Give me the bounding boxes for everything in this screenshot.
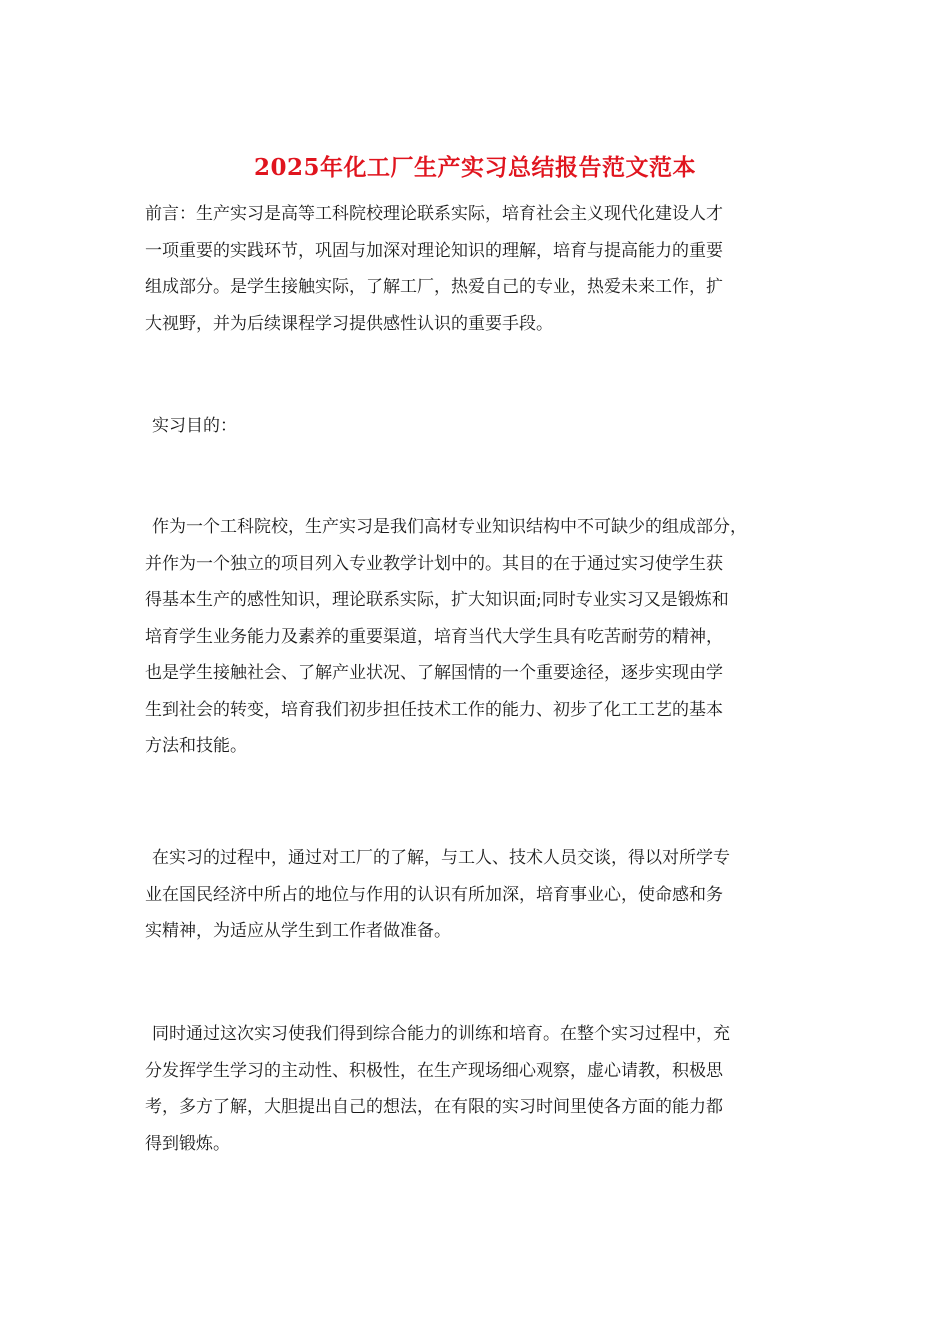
paragraph-line: 也是学生接触社会、了解产业状况、了解国情的一个重要途径，逐步实现由学 (145, 663, 723, 683)
paragraph-line: 实精神，为适应从学生到工作者做准备。 (145, 921, 451, 941)
preface-line: 一项重要的实践环节，巩固与加深对理论知识的理解，培育与提高能力的重要 (145, 240, 723, 261)
paragraph-line: 得到锻炼。 (145, 1133, 230, 1154)
paragraph-line: 同时通过这次实习使我们得到综合能力的训练和培育。在整个实习过程中，充 (152, 1024, 730, 1044)
paragraph-2 (145, 840, 810, 950)
paragraph-line: 生到社会的转变，培育我们初步担任技术工作的能力、初步了化工工艺的基本 (145, 699, 723, 720)
paragraph-1 (145, 509, 810, 765)
paragraph-line: 培育学生业务能力及素养的重要渠道，培育当代大学生具有吃苦耐劳的精神， (145, 626, 723, 647)
paragraph-line: 在实习的过程中，通过对工厂的了解，与工人、技术人员交谈，得以对所学专 (152, 848, 730, 868)
preface-paragraph (145, 196, 810, 342)
paragraph-line: 并作为一个独立的项目列入专业教学计划中的。其目的在于通过实习使学生获 (145, 553, 723, 574)
paragraph-line: 方法和技能。 (145, 736, 247, 756)
preface-line: 前言：生产实习是高等工科院校理论联系实际，培育社会主义现代化建设人才 (145, 204, 723, 224)
preface-line: 组成部分。是学生接触实际，了解工厂，热爱自己的专业，热爱未来工作，扩 (145, 277, 723, 297)
purpose-heading: 实习目的： (152, 416, 237, 436)
document-title: 2025年化工厂生产实习总结报告范文范本 (253, 154, 696, 181)
paragraph-line: 作为一个工科院校，生产实习是我们高材专业知识结构中不可缺少的组成部分， (152, 517, 747, 537)
paragraph-line: 业在国民经济中所占的地位与作用的认识有所加深，培育事业心，使命感和务 (145, 884, 723, 905)
paragraph-line: 得基本生产的感性知识，理论联系实际，扩大知识面;同时专业实习又是锻炼和 (145, 590, 729, 610)
purpose-heading-paragraph (145, 408, 810, 445)
paragraph-3 (145, 1016, 810, 1162)
paragraph-line: 分发挥学生学习的主动性、积极性，在生产现场细心观察，虚心请教，积极思 (145, 1060, 723, 1081)
paragraph-line: 考，多方了解，大胆提出自己的想法，在有限的实习时间里使各方面的能力都 (145, 1097, 723, 1117)
preface-line: 大视野，并为后续课程学习提供感性认识的重要手段。 (145, 313, 553, 334)
